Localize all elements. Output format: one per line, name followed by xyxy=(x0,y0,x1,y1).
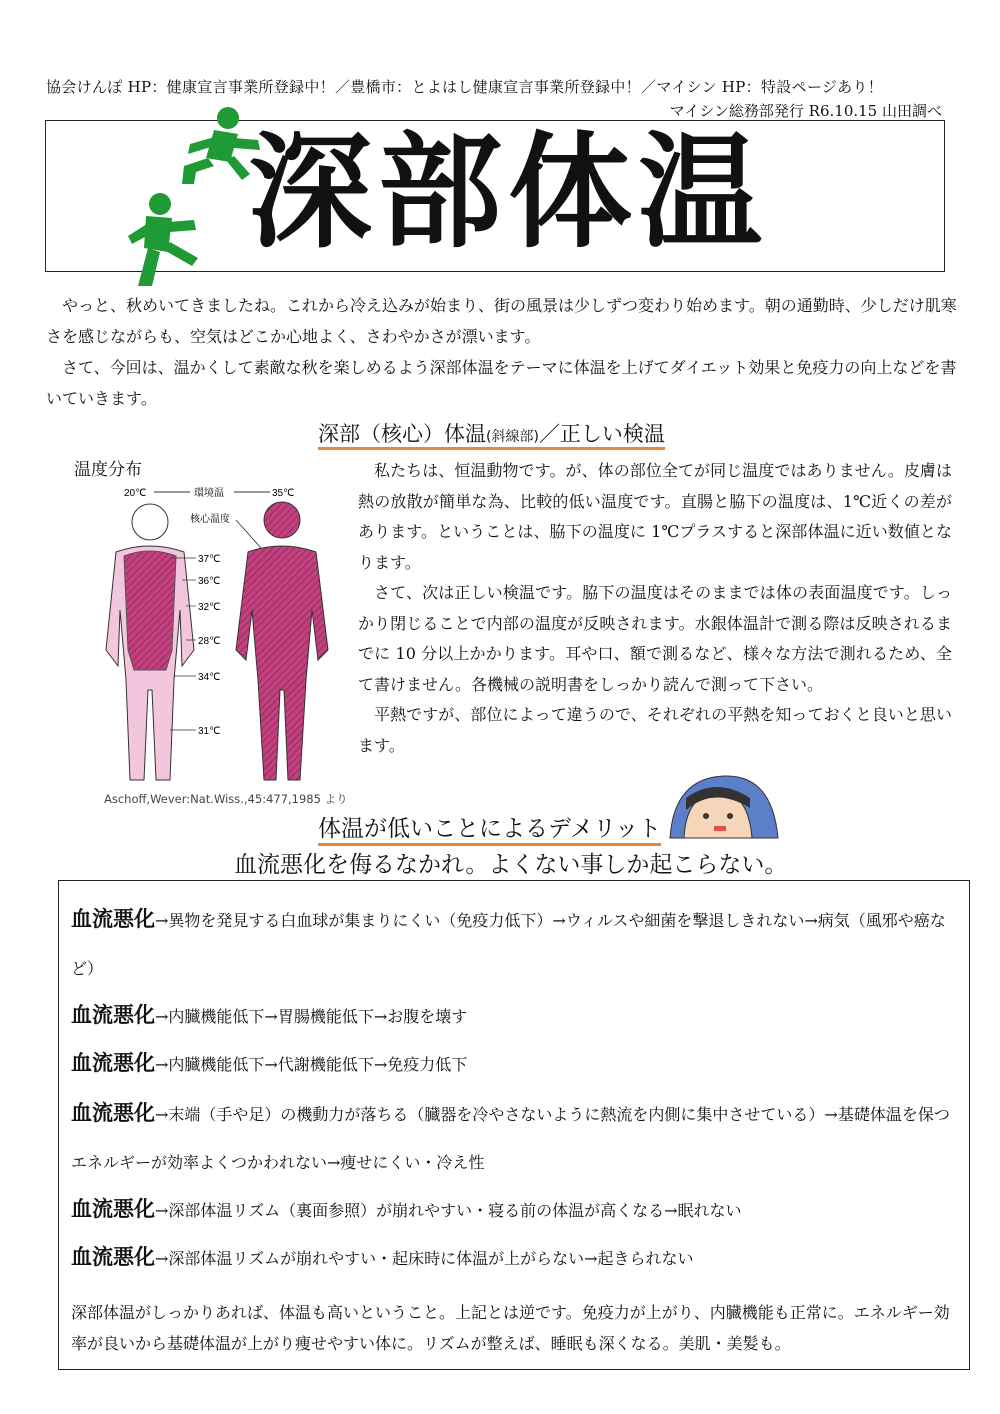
right-body-figure xyxy=(236,502,328,780)
demerit-item: 血流悪化→深部体温リズム（裏面参照）が崩れやすい・寝る前の体温が高くなる→眠れない xyxy=(71,1197,742,1221)
temp-31-label: 31℃ xyxy=(198,726,221,737)
demerit-item: 血流悪化→深部体温リズムが崩れやすい・起床時に体温が上がらない→起きられない xyxy=(71,1245,694,1269)
demerits-summary: 深部体温がしっかりあれば、体温も高いということ。上記とは逆です。免疫力が上がり、内臓機能も正常に。エネルギー効率が良いから基礎体温が上がり痩せやすい体に。リズムが整えば、睡眠も深くなる。美肌・美髪も。 xyxy=(71,1303,950,1353)
temperature-distribution-diagram xyxy=(86,480,346,790)
section2-subtitle: 血流悪化を侮るなかれ。よくない事しか起こらない。 xyxy=(234,852,788,878)
section1-paragraph: 平熱ですが、部位によって違うので、それぞれの平熱を知っておくと良いと思います。 xyxy=(358,705,952,755)
section1-paragraph: さて、次は正しい検温です。脇下の温度はそのままでは体の表面温度です。しっかり閉じることで内部の温度が反映されます。水銀体温計で測る際は反映されるまでに 10 分以上かかります。耳や口、額で測るなど、様々な方法で測れるため、全て書けません。各機械の説明書をしっかり読んで測って下さい。 xyxy=(358,583,952,694)
env-left-label: 20℃ xyxy=(124,488,147,499)
intro-paragraph: やっと、秋めいてきましたね。これから冷え込みが始まり、街の風景は少しずつ変わり始めます。朝の通勤時、少しだけ肌寒さを感じながらも、空気はどこか心地よく、さわやかさが漂います。 xyxy=(46,296,957,346)
section2-title: 体温が低いことによるデメリット xyxy=(318,810,661,843)
demerit-item: 血流悪化→内臓機能低下→胃腸機能低下→お腹を壊す xyxy=(71,1003,468,1027)
env-right-label: 35℃ xyxy=(272,488,295,499)
demerit-item: 血流悪化→異物を発見する白血球が集まりにくい（免疫力低下）→ウィルスや細菌を撃退しきれない→病気（風邪や癌など） xyxy=(71,907,946,978)
temp-36-label: 36℃ xyxy=(198,576,221,587)
diagram-citation: Aschoff,Wever:Nat.Wiss.,45:477,1985 より xyxy=(104,792,348,806)
temp-28-label: 28℃ xyxy=(198,636,221,647)
demerits-box xyxy=(58,880,970,1370)
intro-paragraph: さて、今回は、温かくして素敵な秋を楽しめるよう深部体温をテーマに体温を上げてダイエット効果と免疫力の向上などを書いていきます。 xyxy=(46,358,957,408)
env-mid-label: 環境温 xyxy=(194,488,224,499)
section1-body xyxy=(358,456,952,761)
section1-title: 深部（核心）体温(斜線部)／正しい検温 xyxy=(318,418,665,448)
demerit-item: 血流悪化→末端（手や足）の機動力が落ちる（臓器を冷やさないように熱流を内側に集中させている）→基礎体温を保つエネルギーが効率よくつかわれない→痩せにくい・冷え性 xyxy=(71,1101,950,1172)
section1-paragraph: 私たちは、恒温動物です。が、体の部位全てが同じ温度ではありません。皮膚は熱の放散が簡単な為、比較的低い温度です。直腸と脇下の温度は、1℃近くの差があります。ということは、脇下の温度に 1℃プラスすると深部体温に近い数値となります。 xyxy=(358,461,952,572)
intro-text xyxy=(46,290,960,414)
sick-person-illustration xyxy=(664,768,782,844)
demerit-item: 血流悪化→内臓機能低下→代謝機能低下→免疫力低下 xyxy=(71,1051,468,1075)
temp-37-label: 37℃ xyxy=(198,554,221,565)
header-notice: 協会けんぽ HP：健康宣言事業所登録中！／豊橋市：とよはし健康宣言事業所登録中！／マイシン HP：特設ページあり！ xyxy=(46,78,884,96)
issuer-line: マイシン総務部発行 R6.10.15 山田調べ xyxy=(669,102,942,120)
left-body-figure xyxy=(106,504,194,780)
page-title: 深部体温 xyxy=(248,121,769,265)
temp-32-label: 32℃ xyxy=(198,602,221,613)
running-figures-illustration xyxy=(118,100,268,290)
diagram-label: 温度分布 xyxy=(74,460,142,480)
temp-34-label: 34℃ xyxy=(198,672,221,683)
core-label: 核心温度 xyxy=(190,514,230,525)
